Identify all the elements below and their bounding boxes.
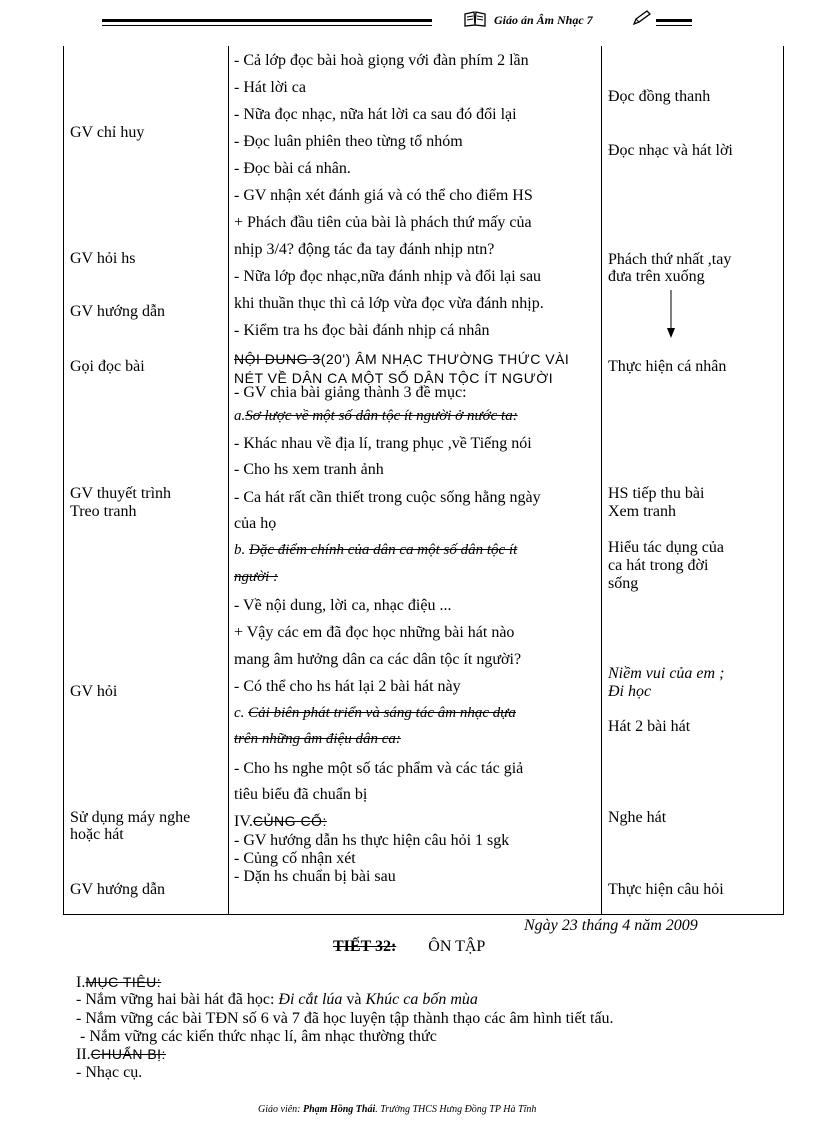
song-title: Đi cắt lúa bbox=[278, 991, 343, 1008]
subheading-c-text: Cải biên phát triển và sáng tác âm nhạc dựa bbox=[248, 705, 516, 721]
content-line: mang âm hưởng dân ca các dân tộc ít người? bbox=[234, 651, 522, 668]
section1-line1-prefix: - Nắm vững hai bài hát đã học: bbox=[76, 991, 279, 1008]
student-note: Niềm vui của em ; bbox=[608, 665, 725, 682]
content-line: - GV nhận xét đánh giá và có thể cho điểm HS bbox=[234, 187, 533, 204]
content-line: - GV chia bài giảng thành 3 đề mục: bbox=[234, 384, 467, 401]
section-heading-title: ÂM NHẠC THƯỜNG THỨC VÀI bbox=[355, 351, 570, 367]
subheading-c-cont: trên những âm điệu dân ca: bbox=[234, 731, 401, 747]
content-line: - Cả lớp đọc bài hoà giọng với đàn phím 2 lần bbox=[234, 52, 529, 69]
header-rule-left bbox=[102, 19, 432, 22]
subheading-b-letter: b. bbox=[234, 542, 246, 558]
student-note: Thực hiện cá nhân bbox=[608, 358, 727, 375]
footer-name: Phạm Hồng Thái bbox=[303, 1104, 376, 1115]
lesson-title-line bbox=[333, 938, 485, 956]
section-heading-line2: NÉT VỀ DÂN CA MỘT SỐ DÂN TỘC ÍT NGƯỜI bbox=[234, 370, 554, 386]
content-line: - Nữa đọc nhạc, nữa hát lời ca sau đó đổi lại bbox=[234, 106, 517, 123]
content-line: - GV hướng dẫn hs thực hiện câu hỏi 1 sgk bbox=[234, 832, 510, 849]
subheading-b-text: Đặc điểm chính của dân ca một số dân tộc ít bbox=[249, 542, 518, 558]
lesson-code: TIẾT 32: bbox=[333, 938, 397, 955]
review-heading-num: IV. bbox=[234, 813, 253, 830]
teacher-note: hoặc hát bbox=[70, 826, 124, 843]
content-line: nhịp 3/4? động tác đa tay đánh nhịp ntn? bbox=[234, 241, 495, 258]
section1-line: - Nắm vững các kiến thức nhạc lí, âm nhạc thường thức bbox=[80, 1028, 437, 1045]
content-line: - Về nội dung, lời ca, nhạc điệu ... bbox=[234, 597, 452, 614]
teacher-note: Treo tranh bbox=[70, 503, 137, 520]
section1-heading bbox=[76, 974, 161, 992]
content-line: - Có thể cho hs hát lại 2 bài hát này bbox=[234, 678, 461, 695]
section1-line bbox=[76, 991, 478, 1009]
content-line: - Nữa lớp đọc nhạc,nữa đánh nhịp và đổi lại sau bbox=[234, 268, 542, 285]
table-divider-2 bbox=[601, 46, 602, 915]
content-line: - Dặn hs chuẩn bị bài sau bbox=[234, 868, 396, 885]
teacher-note: GV hỏi bbox=[70, 683, 118, 700]
section1-line: - Nắm vững các bài TĐN số 6 và 7 đã học luyện tập thành thạo các âm hình tiết tấu. bbox=[76, 1010, 614, 1027]
table-border-left bbox=[63, 46, 64, 915]
student-note: Hát 2 bài hát bbox=[608, 718, 691, 735]
header-rule-right-thin bbox=[656, 25, 692, 26]
header-title: Giáo án Âm Nhạc 7 bbox=[494, 13, 593, 27]
subheading-a-text: Sơ lược về một số dân tộc ít người ở nước ta: bbox=[245, 408, 518, 424]
content-line: - Đọc luân phiên theo từng tổ nhóm bbox=[234, 133, 463, 150]
down-arrow-icon bbox=[664, 290, 678, 340]
student-note: Đọc đồng thanh bbox=[608, 88, 711, 105]
section2-num: II. bbox=[76, 1046, 91, 1063]
pencil-icon bbox=[632, 10, 652, 26]
section2-heading bbox=[76, 1046, 166, 1064]
content-line: - Củng cố nhận xét bbox=[234, 850, 356, 867]
student-note: Thực hiện câu hỏi bbox=[608, 881, 724, 898]
teacher-note: GV thuyết trình bbox=[70, 485, 172, 502]
section2-line: - Nhạc cụ. bbox=[76, 1064, 143, 1081]
table-border-right bbox=[783, 46, 784, 915]
content-line: của họ bbox=[234, 515, 277, 532]
student-note: Hiểu tác dụng của bbox=[608, 539, 724, 556]
open-book-icon bbox=[464, 11, 486, 27]
header-rule-left-thin bbox=[102, 25, 432, 26]
section-heading-duration: (20') bbox=[320, 351, 351, 367]
footer-suffix: . Trường THCS Hưng Đồng TP Hà Tĩnh bbox=[375, 1104, 537, 1115]
review-heading-text: CỦNG CỐ: bbox=[252, 813, 327, 829]
teacher-note: GV hướng dẫn bbox=[70, 881, 166, 898]
content-line: khi thuần thục thì cả lớp vừa đọc vừa đánh nhịp. bbox=[234, 295, 544, 312]
content-line: + Vậy các em đã đọc học những bài hát nào bbox=[234, 624, 515, 641]
student-note: Đọc nhạc và hát lời bbox=[608, 142, 733, 159]
section1-num: I. bbox=[76, 974, 86, 991]
content-line: - Cho hs nghe một số tác phẩm và các tác giả bbox=[234, 760, 524, 777]
content-line: tiêu biểu đã chuẩn bị bbox=[234, 786, 368, 803]
teacher-note: GV chỉ huy bbox=[70, 124, 145, 141]
student-note: HS tiếp thu bài bbox=[608, 485, 705, 502]
teacher-note: Sử dụng máy nghe bbox=[70, 809, 191, 826]
content-line: - Kiểm tra hs đọc bài đánh nhịp cá nhân bbox=[234, 322, 490, 339]
section1-line1-and: và bbox=[342, 991, 366, 1008]
header-rule-right bbox=[656, 19, 692, 22]
content-line: - Ca hát rất cần thiết trong cuộc sống hằng ngày bbox=[234, 489, 541, 506]
student-note: ca hát trong đời bbox=[608, 557, 709, 574]
teacher-note: Gọi đọc bài bbox=[70, 358, 145, 375]
section-heading-label: NỘI DUNG 3 bbox=[234, 351, 321, 367]
review-heading bbox=[234, 813, 327, 831]
subheading-a bbox=[234, 408, 518, 425]
subheading-b-cont: người : bbox=[234, 569, 279, 585]
content-line: + Phách đầu tiên của bài là phách thứ mấy của bbox=[234, 214, 532, 231]
content-line: - Hát lời ca bbox=[234, 79, 306, 96]
content-line: - Khác nhau về địa lí, trang phục ,về Tiếng nói bbox=[234, 435, 532, 452]
lesson-title: ÔN TẬP bbox=[428, 938, 486, 955]
teacher-note: GV hướng dẫn bbox=[70, 303, 166, 320]
subheading-c bbox=[234, 705, 516, 722]
content-line: - Cho hs xem tranh ảnh bbox=[234, 461, 384, 478]
student-note: Đi học bbox=[608, 683, 652, 700]
student-note: sống bbox=[608, 575, 639, 592]
section-heading bbox=[234, 351, 569, 367]
student-note: đưa trên xuống bbox=[608, 268, 705, 285]
footer-prefix: Giáo viên: bbox=[258, 1104, 303, 1115]
section2-title: CHUẨN BỊ: bbox=[90, 1046, 166, 1062]
subheading-c-letter: c. bbox=[234, 705, 245, 721]
subheading-b bbox=[234, 542, 517, 559]
page-footer bbox=[258, 1104, 536, 1115]
subheading-a-letter: a. bbox=[234, 408, 246, 424]
table-border-bottom bbox=[63, 914, 784, 915]
song-title: Khúc ca bốn mùa bbox=[365, 991, 478, 1008]
teacher-note: GV hỏi hs bbox=[70, 250, 136, 267]
student-note: Xem tranh bbox=[608, 503, 676, 520]
table-divider-1 bbox=[228, 46, 229, 915]
student-note: Nghe hát bbox=[608, 809, 667, 826]
section1-title: MỤC TIÊU: bbox=[85, 974, 162, 990]
student-note: Phách thứ nhất ,tay bbox=[608, 251, 732, 268]
date-line: Ngày 23 tháng 4 năm 2009 bbox=[524, 917, 698, 934]
content-line: - Đọc bài cá nhân. bbox=[234, 160, 351, 177]
